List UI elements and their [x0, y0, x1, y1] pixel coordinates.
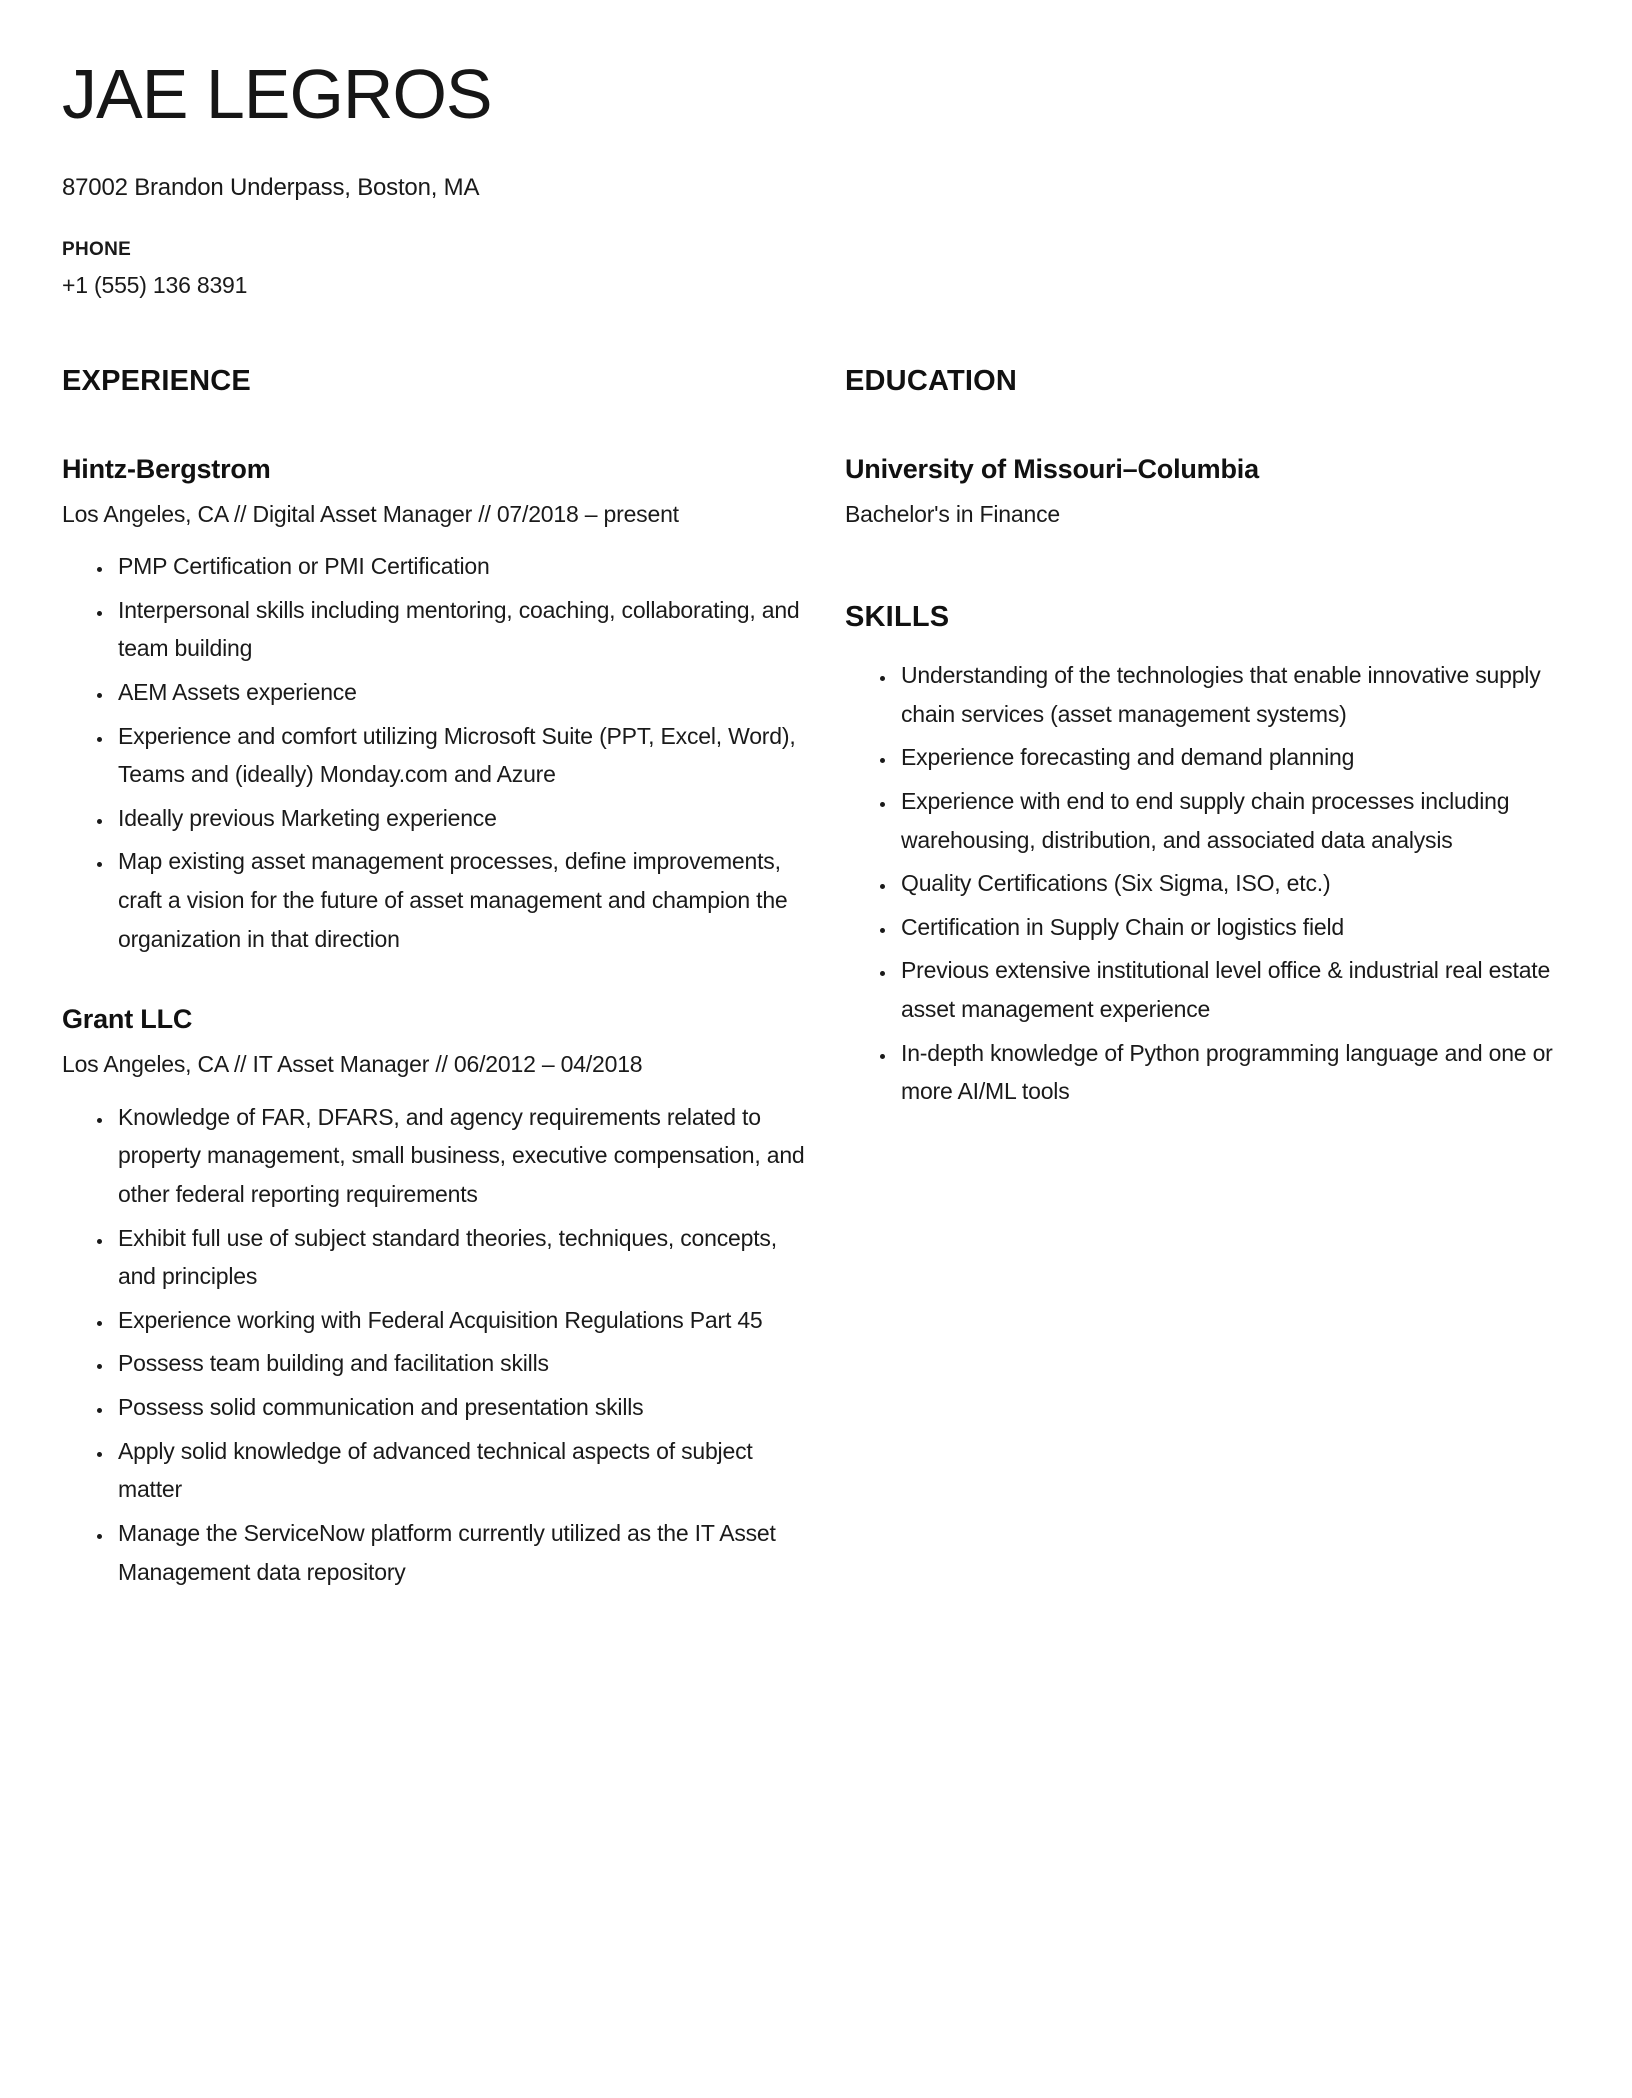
- degree-name: Bachelor's in Finance: [845, 500, 1060, 527]
- bullet-item: • Interpersonal skills including mentoring, coaching, collaborating, and team building: [114, 591, 812, 668]
- job-bullet-list: [62, 547, 812, 958]
- school-name: University of Missouri–Columbia: [845, 453, 1259, 484]
- experience-section: [62, 365, 812, 1596]
- right-column: [845, 365, 1570, 1116]
- bullet-item: • PMP Certification or PMI Certification: [114, 547, 812, 586]
- job-meta: Los Angeles, CA // Digital Asset Manager // 07/2018 – present: [62, 500, 679, 527]
- education-entry: [845, 454, 1570, 531]
- phone-label: PHONE: [62, 238, 132, 260]
- bullet-item: • Understanding of the technologies that enable innovative supply chain services (asset management systems): [897, 656, 1570, 733]
- education-title: EDUCATION: [845, 364, 1018, 397]
- bullet-item: • Quality Certifications (Six Sigma, ISO, etc.): [897, 864, 1570, 903]
- bullet-item: • Certification in Supply Chain or logistics field: [897, 908, 1570, 947]
- resume-columns: [62, 365, 1570, 1596]
- skills-bullet-list: [845, 656, 1570, 1111]
- bullet-item: • Experience and comfort utilizing Microsoft Suite (PPT, Excel, Word), Teams and (ideally) Monday.com and Azure: [114, 717, 812, 794]
- job-meta: Los Angeles, CA // IT Asset Manager // 06/2012 – 04/2018: [62, 1051, 643, 1078]
- job-bullet-list: [62, 1098, 812, 1592]
- bullet-item: • Map existing asset management processes, define improvements, craft a vision for the future of asset management and champion the organization in that direction: [114, 842, 812, 958]
- bullet-item: • Apply solid knowledge of advanced technical aspects of subject matter: [114, 1432, 812, 1509]
- job-company: Grant LLC: [62, 1004, 193, 1035]
- candidate-address: 87002 Brandon Underpass, Boston, MA: [62, 173, 480, 201]
- job-company: Hintz-Bergstrom: [62, 453, 271, 484]
- bullet-item: • AEM Assets experience: [114, 673, 812, 712]
- candidate-name: JAE LEGROS: [62, 55, 492, 133]
- skills-section: [845, 601, 1570, 1111]
- bullet-item: • Exhibit full use of subject standard theories, techniques, concepts, and principles: [114, 1219, 812, 1296]
- bullet-item: • Experience working with Federal Acquisition Regulations Part 45: [114, 1301, 812, 1340]
- experience-title: EXPERIENCE: [62, 364, 251, 397]
- job-entry-grant-llc: [62, 1004, 812, 1591]
- bullet-item: • In-depth knowledge of Python programming language and one or more AI/ML tools: [897, 1034, 1570, 1111]
- education-section: [845, 365, 1570, 531]
- resume-header: [62, 55, 1570, 299]
- bullet-item: • Experience forecasting and demand planning: [897, 738, 1570, 777]
- bullet-item: • Experience with end to end supply chain processes including warehousing, distribution, and associated data analysis: [897, 782, 1570, 859]
- job-entry-hintz-bergstrom: [62, 454, 812, 959]
- bullet-item: • Manage the ServiceNow platform currently utilized as the IT Asset Management data repository: [114, 1514, 812, 1591]
- bullet-item: • Possess team building and facilitation skills: [114, 1344, 812, 1383]
- phone-number: +1 (555) 136 8391: [62, 271, 248, 298]
- bullet-item: • Possess solid communication and presentation skills: [114, 1388, 812, 1427]
- bullet-item: • Ideally previous Marketing experience: [114, 799, 812, 838]
- bullet-item: • Knowledge of FAR, DFARS, and agency requirements related to property management, small business, executive compensation, and other federal reporting requirements: [114, 1098, 812, 1214]
- skills-title: SKILLS: [845, 601, 950, 634]
- bullet-item: • Previous extensive institutional level office & industrial real estate asset management experience: [897, 951, 1570, 1028]
